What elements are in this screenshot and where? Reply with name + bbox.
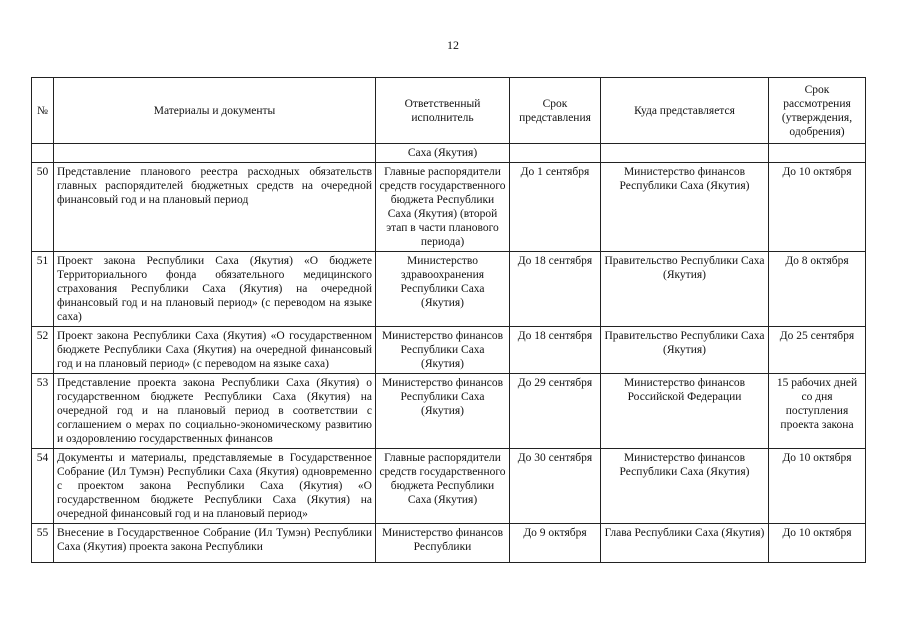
row-number: 54	[32, 449, 54, 524]
row-materials: Документы и материалы, представляемые в Государственное Собрание (Ил Тумэн) Республики Саха (Якутия) одновременно с проектом закона Республики Саха (Якутия) «О государственном бюджете Республики Саха (Якутия) на очередной финансовый год и на плановый период»	[54, 449, 376, 524]
row-number: 51	[32, 252, 54, 327]
row-where: Глава Республики Саха (Якутия)	[601, 524, 769, 563]
row-number: 50	[32, 163, 54, 252]
row-review: До 8 октября	[769, 252, 866, 327]
header-review: Срок рассмотрения (утверждения, одобрения)	[769, 78, 866, 144]
continuation-row	[32, 144, 866, 163]
row-where: Министерство финансов Республики Саха (Якутия)	[601, 449, 769, 524]
table-header-row	[32, 78, 866, 144]
row-number: 55	[32, 524, 54, 563]
row-number: 53	[32, 374, 54, 449]
header-where: Куда представляется	[601, 78, 769, 144]
row-responsible: Министерство здравоохранения Республики Саха (Якутия)	[376, 252, 510, 327]
table-row	[32, 163, 866, 252]
table-row	[32, 524, 866, 563]
table-row	[32, 374, 866, 449]
row-term: До 9 октября	[510, 524, 601, 563]
row-review: 15 рабочих дней со дня поступления проекта закона	[769, 374, 866, 449]
row-where: Министерство финансов Республики Саха (Якутия)	[601, 163, 769, 252]
row-term: До 30 сентября	[510, 449, 601, 524]
row-materials: Проект закона Республики Саха (Якутия) «О бюджете Территориального фонда обязательного медицинского страхования Республики Саха (Якутия) на очередной финансовый год и на плановый период» (с переводом на языке саха)	[54, 252, 376, 327]
header-responsible: Ответственный исполнитель	[376, 78, 510, 144]
row-responsible-text: Министерство финансов Республики	[381, 527, 504, 553]
table-row	[32, 449, 866, 524]
table-row	[32, 327, 866, 374]
row-term: До 29 сентября	[510, 374, 601, 449]
row-responsible: Министерство финансов Республики Саха (Якутия)	[376, 374, 510, 449]
row-review: До 10 октября	[769, 449, 866, 524]
page-number: 12	[447, 38, 459, 52]
table-row	[32, 252, 866, 327]
schedule-table	[31, 77, 866, 563]
row-materials-text: Внесение в Государственное Собрание (Ил Тумэн) Республики Саха (Якутия) проекта закона Республики	[57, 527, 372, 553]
row-number: 52	[32, 327, 54, 374]
row-term: До 1 сентября	[510, 163, 601, 252]
row-review: До 10 октября	[769, 524, 866, 563]
row-term: До 18 сентября	[510, 252, 601, 327]
row-responsible: Главные распорядители средств государственного бюджета Республики Саха (Якутия) (второй этап в части планового периода)	[376, 163, 510, 252]
row-review: До 25 сентября	[769, 327, 866, 374]
row-where: Правительство Республики Саха (Якутия)	[601, 252, 769, 327]
row-responsible: Главные распорядители средств государственного бюджета Республики Саха (Якутия)	[376, 449, 510, 524]
row-responsible	[376, 524, 510, 563]
header-materials: Материалы и документы	[54, 78, 376, 144]
row-review: До 10 октября	[769, 163, 866, 252]
row-materials: Представление проекта закона Республики Саха (Якутия) о государственном бюджете Республики Саха (Якутия) на очередной год и на плановый период в соответствии с соглашением о мерах по социально-экономическому развитию и оздоровлению государственных финансов	[54, 374, 376, 449]
row-materials: Представление планового реестра расходных обязательств главных распорядителей бюджетных средств на очередной финансовый год и на плановый период	[54, 163, 376, 252]
row-materials	[54, 524, 376, 563]
header-num: №	[32, 78, 54, 144]
header-term: Срок представления	[510, 78, 601, 144]
row-where: Министерство финансов Российской Федерации	[601, 374, 769, 449]
row-materials: Проект закона Республики Саха (Якутия) «О государственном бюджете Республики Саха (Якутия) на очередной финансовый год и на плановый период» (с переводом на языке саха)	[54, 327, 376, 374]
row-term: До 18 сентября	[510, 327, 601, 374]
row-where: Правительство Республики Саха (Якутия)	[601, 327, 769, 374]
row-responsible: Министерство финансов Республики Саха (Якутия)	[376, 327, 510, 374]
continuation-responsible: Саха (Якутия)	[376, 144, 510, 163]
